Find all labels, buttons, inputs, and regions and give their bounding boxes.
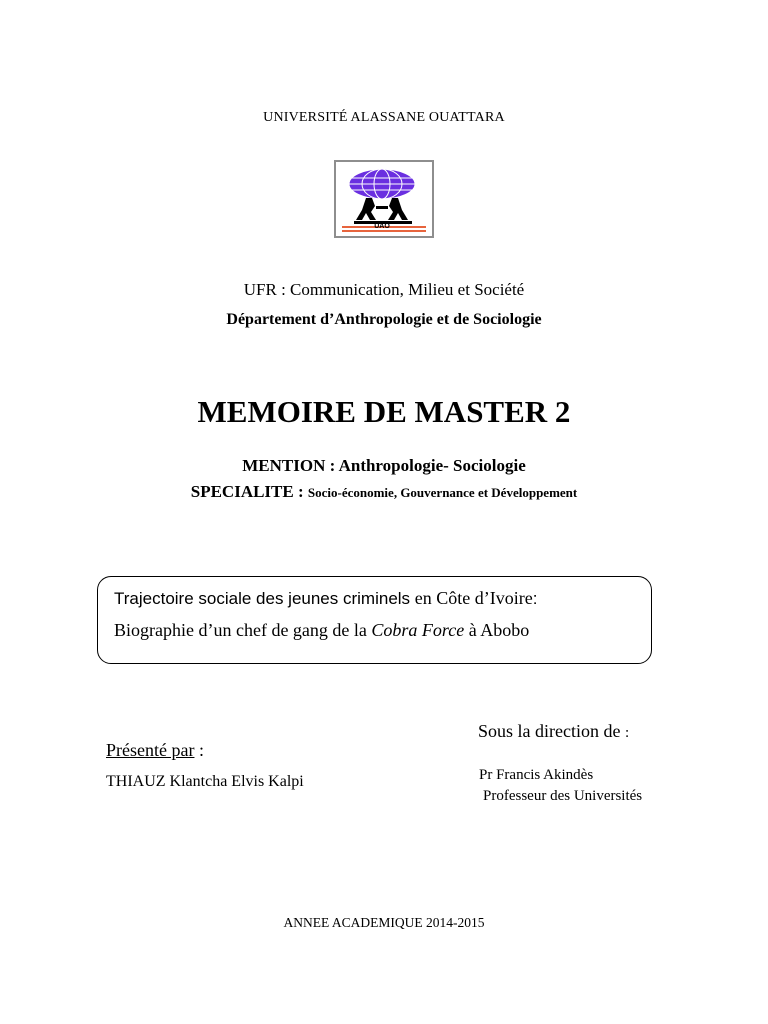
- subject-line-1-place: en Côte d’Ivoire: [414, 588, 533, 608]
- direction-label: [478, 721, 629, 742]
- presented-by-text: Présenté par: [106, 740, 195, 760]
- mention-line: MENTION : Anthropologie- Sociologie: [242, 456, 526, 475]
- direction-label-colon: :: [624, 725, 630, 741]
- globe-icon: [349, 169, 415, 199]
- presented-by-colon: :: [194, 740, 204, 760]
- uao-logo-image: [336, 162, 432, 236]
- subject-line-1-text: Trajectoire sociale des jeunes criminels: [114, 589, 415, 608]
- direction-label-text: Sous la direction de: [478, 721, 625, 741]
- director-name: Pr Francis Akindès: [479, 767, 594, 783]
- subject-line-2-text: Biographie d’un chef de gang de la: [114, 620, 372, 640]
- subject-line-1: [114, 588, 537, 609]
- department-line: Département d’Anthropologie et de Sociologie: [226, 311, 542, 328]
- subject-line-2-place: à Abobo: [464, 620, 530, 640]
- subject-box: [97, 576, 652, 664]
- university-name: UNIVERSITÉ ALASSANE OUATTARA: [263, 110, 505, 125]
- subject-line-1-colon: :: [532, 589, 538, 608]
- specialite-label: SPECIALITE :: [190, 482, 308, 501]
- page-title: MEMOIRE DE MASTER 2: [197, 394, 571, 429]
- logo-base: [342, 221, 426, 232]
- academic-year: ANNEE ACADEMIQUE 2014-2015: [283, 915, 485, 930]
- author-name: THIAUZ Klantcha Elvis Kalpi: [106, 773, 304, 790]
- specialite-value: Socio-économie, Gouvernance et Développement: [307, 485, 578, 500]
- university-logo: [334, 160, 434, 238]
- ufr-line: UFR : Communication, Milieu et Société: [243, 280, 525, 299]
- figures-icon: [356, 198, 408, 220]
- subject-line-2-italic: Cobra Force: [371, 620, 465, 640]
- director-title: Professeur des Universités: [483, 788, 643, 804]
- logo-text: UAO: [374, 223, 390, 230]
- specialite-line: [0, 482, 768, 502]
- presented-by-label: [106, 740, 204, 761]
- subject-line-2: [114, 620, 529, 641]
